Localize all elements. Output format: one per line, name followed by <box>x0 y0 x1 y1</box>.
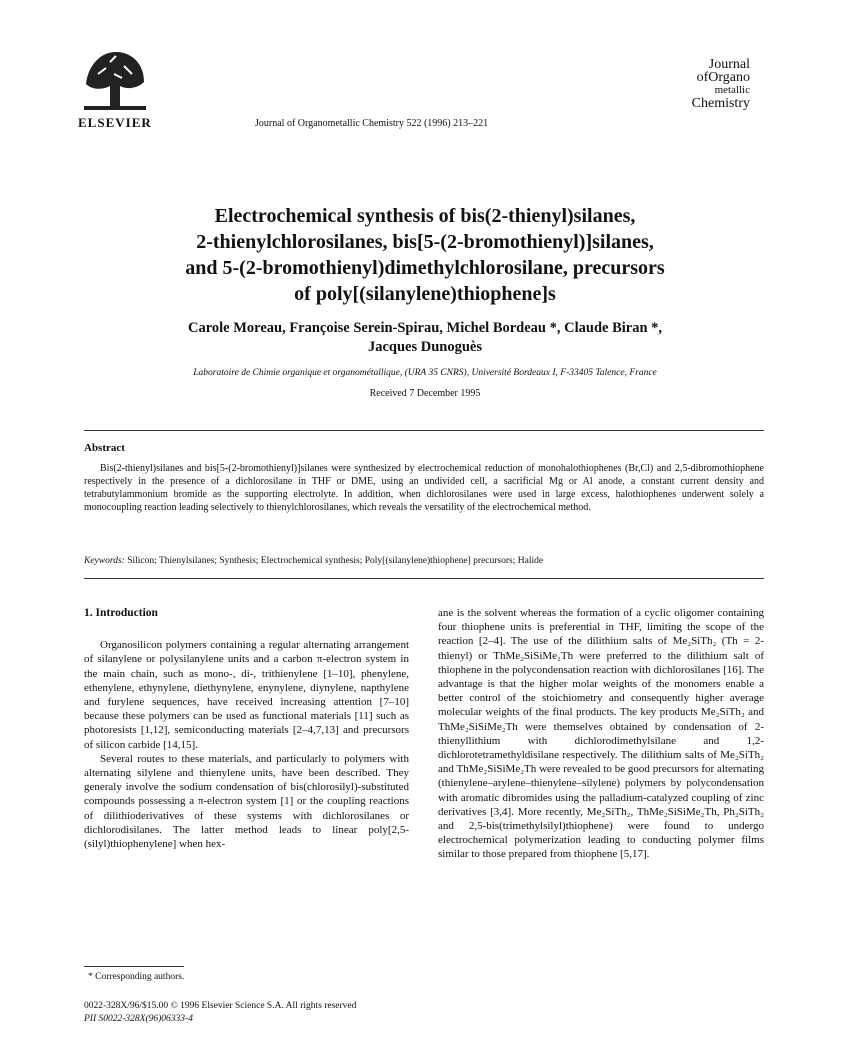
title-line: 2-thienylchlorosilanes, bis[5-(2-bromothienyl)]silanes, <box>196 231 654 253</box>
body-paragraph: Several routes to these materials, and particularly to polymers with alternating silylene and thienylene units, have been described. They generaly involve the sodium condensation of bis(chlorosilyl)-substituted compounds possessing a π-electron system [1] or the coupling reactions of dilithioderivatives of these systems with dichlorosilanes or dichlorodisilanes. The latter method leads to linear poly[2,5-(silyl)thiophenylene] when hex- <box>84 752 409 851</box>
abstract-text <box>84 462 764 514</box>
divider <box>84 430 764 431</box>
journal-logo-line: metallic <box>714 84 750 96</box>
title-line: Electrochemical synthesis of bis(2-thienyl)silanes, <box>214 205 636 227</box>
authors-line: Carole Moreau, Françoise Serein-Spirau, Michel Bordeau *, Claude Biran *, <box>187 320 663 336</box>
body-paragraph: ane is the solvent whereas the formation of a cyclic oligomer containing four thiophene units is preferential in THF, limiting the scope of the reaction [2–4]. The use of the dilithium salts of Me₂SiTh₂ (Th = 2-thienyl) or ThMe₂SiSiMe₂Th were preferred to the dilithium salt of thiophene in the polycondensation reaction with dichlorosilanes [16]. The advantage is that the higher molar weights of the monomers enable a better control of the stoichiometry and consequently higher average molecular weights of the final products. The key products Me₂SiTh₂ and ThMe₂SiSiMe₂Th were themselves obtained by condensation of 2-thienyllithium with dichlorodimethylsilane and 1,2-dichlorotetramethyldisilane respectively. The dilithium salts of Me₂SiTh₂ and ThMe₂SiSiMe₂Th were revealed to be good precursors for alternating (thienylene–arylene–thienylene–silylene) polymers by polycondensation with aromatic dibromides using the palladium-catalyzed coupling of zinc derivatives [3,4]. More recently, Me₂SiTh₂, ThMe₂SiSiMe₂Th, Ph₂SiTh₂ and 2,5-bis(trimethylsilyl)thiophene) were found to undergo electrochemical polymerization leading to conducting polymer films similar to those prepared from thiophene [5,17]. <box>438 607 764 861</box>
affiliation: Laboratoire de Chimie organique et organométallique, (URA 35 CNRS), Université Bordeaux I, F-33405 Talence, France <box>193 368 657 378</box>
journal-logo-line: Journal <box>708 57 750 72</box>
body-paragraph: Organosilicon polymers containing a regular alternating arrangement of silanylene or polysilanylene units and a carbon π-electron system in the main chain, such as mono-, di-, trithienylene [1–10], phenylene, ethenylene, ethynylene, diethynylene, enynylene, diynylene, napthylene and furylene sequences, have received increasing attention [7–10] because these polymers can be used as functional materials [11] such as photoresists [1,12], semiconducting materials [2–4,7,13] and precursors of silicon carbide [14,15]. <box>84 639 409 751</box>
keywords-text: Silicon; Thienylsilanes; Synthesis; Electrochemical synthesis; Poly[(silanylene)thiophene] precursors; Halide <box>127 556 544 566</box>
section-heading: 1. Introduction <box>84 607 158 619</box>
authors-line: Jacques Dunoguès <box>367 339 482 355</box>
pii-line: PII S0022-328X(96)06333-4 <box>84 1014 193 1024</box>
keywords <box>84 556 764 566</box>
footnote-divider <box>84 966 184 967</box>
divider <box>84 578 764 579</box>
footnote: * Corresponding authors. <box>88 972 185 982</box>
publisher-name: ELSEVIER <box>78 115 152 130</box>
column-right <box>438 606 764 862</box>
column-left <box>84 606 409 851</box>
copyright-line: 0022-328X/96/$15.00 © 1996 Elsevier Science S.A. All rights reserved <box>84 1001 357 1011</box>
abstract-heading: Abstract <box>84 442 125 454</box>
journal-logo-line: Chemistry <box>691 96 750 111</box>
article-title <box>120 203 730 307</box>
journal-logo-line: ofOrgano <box>696 70 750 85</box>
title-line: of poly[(silanylene)thiophene]s <box>294 283 556 305</box>
title-line: and 5-(2-bromothienyl)dimethylchlorosilane, precursors <box>185 257 665 279</box>
author-list <box>120 319 730 357</box>
abstract-paragraph: Bis(2-thienyl)silanes and bis[5-(2-bromothienyl)]silanes were synthesized by electrochemical reduction of monohalothiophenes (Br,Cl) and 2,5-dibromothiophene respectively in the presence of a dichlorosilane in THF or DME, using an undivided cell, a sacrificial Mg or Al anode, a constant current density and tetrabutylammonium bromide as the supporting electrolyte. In addition, when dichlorosilanes were used in large excess, halothiophenes underwent solely a monocoupling reaction leading selectively to thienylchlorosilanes, which reveals the versatility of the electrochemical method. <box>84 463 764 513</box>
keywords-label: Keywords: <box>84 556 125 566</box>
journal-logo <box>640 58 750 110</box>
copyright-block <box>84 1000 356 1026</box>
received-date: Received 7 December 1995 <box>369 388 481 399</box>
journal-citation: Journal of Organometallic Chemistry 522 (1996) 213–221 <box>255 118 489 129</box>
elsevier-tree-logo <box>80 44 150 114</box>
